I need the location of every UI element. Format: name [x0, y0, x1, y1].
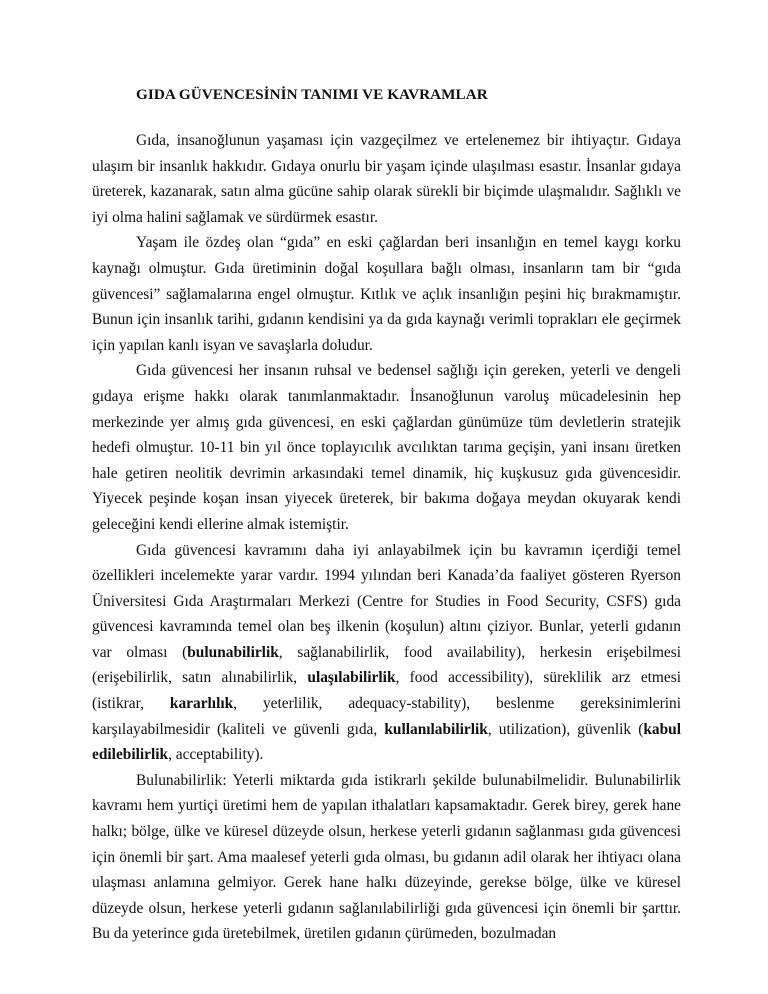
paragraph: [92, 230, 681, 358]
bold-term: kullanılabilirlik: [384, 720, 488, 738]
bold-term: kararlılık: [169, 695, 234, 713]
paragraph: [92, 538, 681, 768]
bold-term: bulunabilirlik: [187, 643, 279, 661]
paragraph: [92, 128, 681, 230]
text-run: Gıda güvencesi her insanın ruhsal ve bedensel sağlığı için gereken, yeterli ve dengeli gıdaya erişme hakkı olarak tanımlanmaktadır. İnsanoğlunun varoluş mücadelesinin hep merkezinde yer almış gıda güvencesi, en eski çağlardan günümüze tüm devletlerin stratejik hedefi olmuştur. 10-11 bin yıl önce toplayıcılık avcılıktan tarıma geçişin, yani insanı üretken hale getiren neolitik devrimin arkasındaki temel dinamik, hiç kuşkusuz gıda güvencesidir. Yiyecek peşinde koşan insan yiyecek üreterek, bir bakıma doğaya meydan okuyarak kendi geleceğini kendi ellerine almak istemiştir.: [92, 362, 681, 533]
text-run: , utilization), güvenlik (: [487, 720, 644, 738]
text-run: Bulunabilirlik: Yeterli miktarda gıda istikrarlı şekilde bulunabilmelidir. Bulunabilirlik kavramı hem yurtiçi üretimi hem de yapılan ithalatları kapsamaktadır. Gerek birey, gerek hane halkı; bölge, ülke ve küresel düzeyde olsun, herkese yeterli gıdanın sağlanması gıda güvencesi için önemli bir şart. Ama maalesef yeterli gıda olması, bu gıdanın adil olarak her ihtiyacı olana ulaşması anlamına gelmiyor. Gerek hane halkı düzeyinde, gerekse bölge, ülke ve küresel düzeyde olsun, herkese yeterli gıdanın sağlanılabilirliği gıda güvencesi için önemli bir şarttır. Bu da yeterince gıda üretebilmek, üretilen gıdanın çürümeden, bozulmadan: [92, 771, 681, 943]
bold-term: ulaşılabilirlik: [307, 669, 396, 687]
text-run: Yaşam ile özdeş olan “gıda” en eski çağlardan beri insanlığın en temel kaygı korku kaynağı olmuştur. Gıda üretiminin doğal koşullara bağlı olması, insanların tam bir “gıda güvencesi” sağlamalarına engel olmuştur. Kıtlık ve açlık insanlığın peşini hiç bırakmamıştır. Bunun için insanlık tarihi, gıdanın kendisini ya da gıda kaynağı verimli toprakları ele geçirmek için yapılan kanlı isyan ve savaşlarla doludur.: [92, 234, 681, 354]
text-run: Gıda güvencesi kavramını daha iyi anlayabilmek için bu kavramın içerdiği temel özellikleri incelemekte yarar vardır. 1994 yılından beri Kanada’da faaliyet gösteren Ryerson Üniversitesi Gıda Araştırmaları Merkezi (Centre for Studies in Food Security, CSFS) gıda güvencesi kavramında temel olan beş ilkenin (koşulun) altını çiziyor. Bunlar, yeterli gıdanın var olması (: [92, 541, 681, 661]
text-run: , yeterlilik, adequacy-stability), beslenme gereksinimlerini karşılayabilmesidir (kaliteli ve güvenli gıda,: [92, 695, 681, 738]
document-title: GIDA GÜVENCESİNİN TANIMI VE KAVRAMLAR: [136, 86, 488, 103]
text-run: , sağlanabilirlik, food availability), herkesin erişebilmesi (erişebilirlik, satın alınabilirlik,: [92, 643, 682, 687]
document-body: [92, 128, 681, 947]
paragraph: [92, 768, 681, 947]
text-run: , acceptability).: [168, 746, 264, 764]
bold-term: kabul edilebilirlik: [92, 720, 681, 764]
text-run: , food accessibility), süreklilik arz etmesi (istikrar,: [92, 669, 681, 713]
paragraph: [92, 358, 681, 537]
text-run: Gıda, insanoğlunun yaşaması için vazgeçilmez ve ertelenemez bir ihtiyaçtır. Gıdaya ulaşım bir insanlık hakkıdır. Gıdaya onurlu bir yaşam içinde ulaşılması esastır. İnsanlar gıdaya üreterek, kazanarak, satın alma gücüne sahip olarak sürekli bir biçimde ulaşmalıdır. Sağlıklı ve iyi olma halini sağlamak ve sürdürmek esastır.: [92, 132, 681, 226]
